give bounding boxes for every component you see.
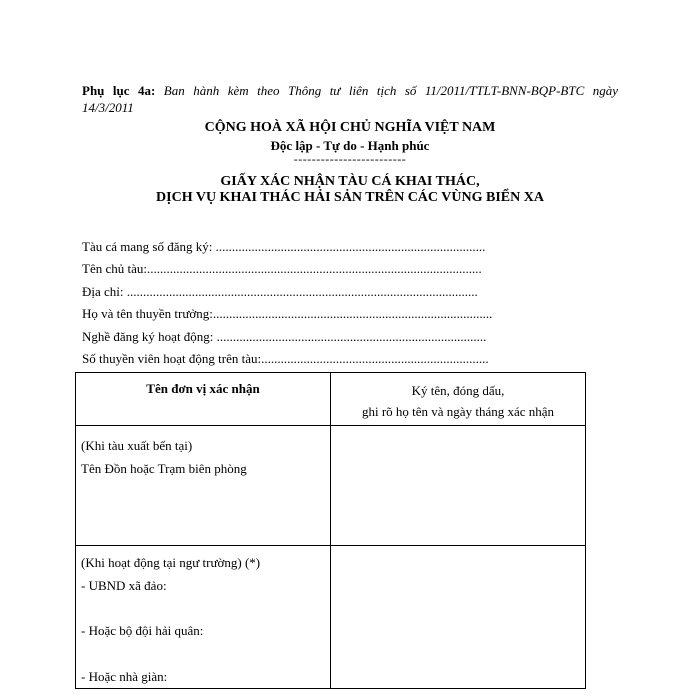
table-header-row <box>76 373 586 426</box>
field-address: Địa chỉ: ............................................................................................................ <box>82 284 478 299</box>
appendix-note <box>82 82 618 99</box>
row-fishing-line-3: - Hoặc bộ đội hải quân: <box>81 623 204 638</box>
header-signature <box>331 373 586 426</box>
appendix-text: Ban hành kèm theo Thông tư liên tịch số 11/2011/TTLT-BNN-BQP-BTC ngày <box>163 83 618 98</box>
header-signature-line-1: Ký tên, đóng dấu, <box>411 383 505 398</box>
row-fishing-ground-signature <box>331 546 586 689</box>
row-fishing-line-2: - UBND xã đảo: <box>81 577 167 593</box>
field-owner-name: Tên chủ tàu:....................................................................................................... <box>82 261 482 276</box>
header-signature-line-2: ghi rõ họ tên và ngày tháng xác nhận <box>361 404 555 419</box>
row-departure-signature <box>331 426 586 546</box>
national-motto: Độc lập - Tự do - Hạnh phúc <box>270 138 430 153</box>
row-fishing-line-4: - Hoặc nhà giàn: <box>81 668 168 684</box>
field-crew-count: Số thuyền viên hoạt động trên tàu:...................................................................... <box>82 351 489 366</box>
national-title: CỘNG HOÀ XÃ HỘI CHỦ NGHĨA VIỆT NAM <box>204 120 496 135</box>
document-title-line-1: GIẤY XÁC NHẬN TÀU CÁ KHAI THÁC, <box>220 174 480 189</box>
document-title-line-2: DỊCH VỤ KHAI THÁC HẢI SẢN TRÊN CÁC VÙNG BIỂN XA <box>156 190 544 205</box>
confirmation-table <box>75 372 586 689</box>
field-registered-occupation: Nghề đăng ký hoạt động: ................................................................................... <box>82 329 487 344</box>
row-fishing-line-1: (Khi hoạt động tại ngư trường) (*) <box>81 555 261 570</box>
header-divider: ------------------------- <box>293 152 407 166</box>
table-row <box>76 546 586 689</box>
field-registration-number: Tàu cá mang số đăng ký: ................................................................................... <box>82 239 486 254</box>
appendix-date: 14/3/2011 <box>82 100 134 115</box>
row-departure-unit <box>76 426 331 546</box>
table-row <box>76 426 586 546</box>
header-unit-label: Tên đơn vị xác nhận <box>146 381 260 396</box>
header-unit <box>76 373 331 426</box>
row-departure-line-2: Tên Đồn hoặc Trạm biên phòng <box>81 461 247 476</box>
field-captain-name: Họ và tên thuyền trưởng:...................................................................................... <box>82 306 493 321</box>
row-departure-line-1: (Khi tàu xuất bến tại) <box>81 438 193 453</box>
row-fishing-ground-unit <box>76 546 331 689</box>
appendix-label: Phụ lục 4a: <box>82 83 156 98</box>
